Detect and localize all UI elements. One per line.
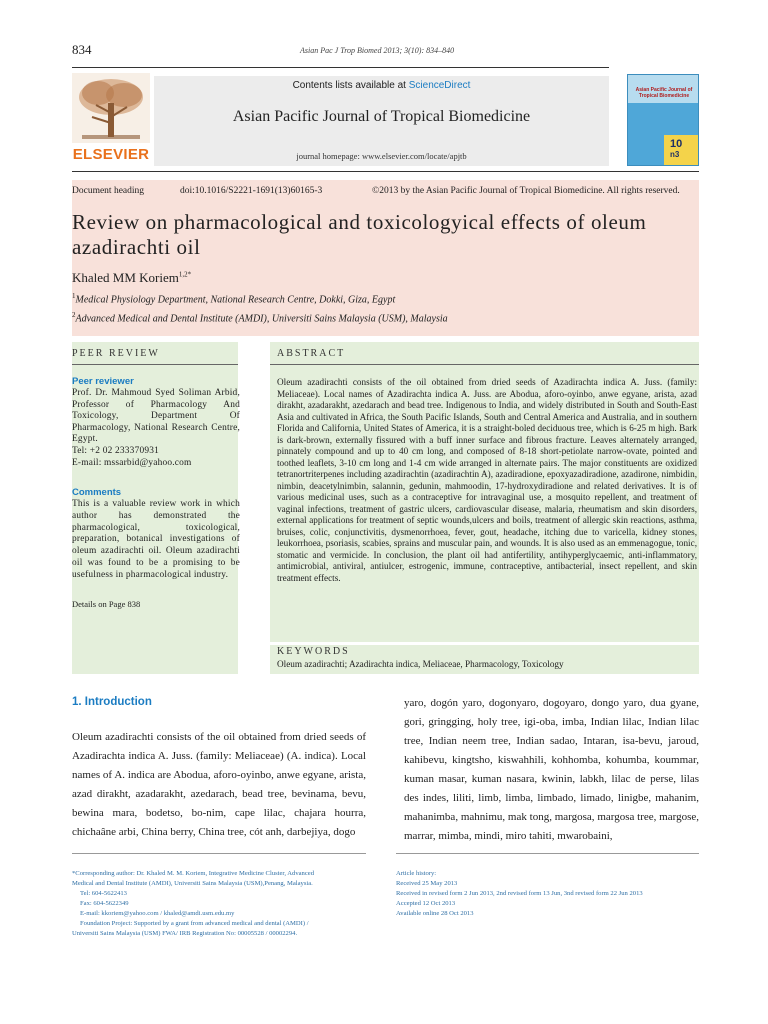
history-line: Accepted 12 Oct 2013	[396, 900, 456, 907]
history-line: Received 25 May 2013	[396, 880, 458, 887]
abstract-heading: ABSTRACT	[277, 348, 346, 359]
comments-text: This is a valuable review work in which author has demonstrated the pharmacological, toxicological, preparation, botanical investigations of oleum azadirachti oil. Oleum azadirachti oil was found to be a promising to be usefulness in pharmacological industry.	[72, 499, 240, 580]
footnote-line: Foundation Project: Supported by a grant from advanced medical and dental (AMDI) /	[80, 920, 309, 927]
journal-homepage[interactable]: journal homepage: www.elsevier.com/locate/apjtb	[296, 151, 467, 161]
abstract-rule	[270, 364, 699, 365]
journal-title: Asian Pacific Journal of Tropical Biomedicine	[232, 108, 531, 125]
affiliation-2: $^2$Advanced Medical and Dental Institute (AMDI), Universiti Sains Malaysia (USM), Malaysia	[72, 311, 448, 325]
body-column-2: yaro, dogón yaro, dogonyaro, dogoyaro, dongo yaro, dua gyane, gori, gringging, holy tree, igi-oba, imba, Indian lilac, Indian lilac tree, Indian neem tree, Indian sadao, Intaran, isa-bevu, jaroud, kahibevu, kingtsho, kiswahhili, kohhomba, kohumba, koummar, kuman masar, kuman nasara, kwinin, labkh, lilac de perse, lilas des indes, liliti, limb, limba, limbado, limado, linigbe, mahanim, mahanimba, mahnimu, mak tong, margosa, margosa tree, margose, marrar, mimba, mindi, miro tahiti, mwarobaini,	[404, 697, 699, 842]
footnote-line[interactable]: E-mail: kkoriem@yahoo.com / khaled@amdi.usm.edu.my	[80, 910, 235, 917]
contents-line	[154, 80, 609, 91]
history-line: Available online 28 Oct 2013	[396, 910, 474, 917]
running-head: Asian Pac J Trop Biomed 2013; 3(10): 834–840	[300, 46, 455, 55]
page-number: 834	[72, 42, 92, 57]
elsevier-wordmark: ELSEVIER	[72, 146, 150, 163]
doi[interactable]: doi:10.1016/S2221-1691(13)60165-3	[180, 186, 323, 196]
reviewer-tel: Tel: +2 02 233370931	[72, 445, 160, 456]
keywords: Oleum azadirachti; Azadirachta indica, Meliaceae, Pharmacology, Toxicology	[277, 659, 564, 669]
footnote-line: Universiti Sains Malaysia (USM) FWA/ IRB Registration No: 00005528 / 00002294.	[72, 930, 298, 937]
history-rule	[396, 853, 699, 854]
footnote-line: *Corresponding author: Dr. Khaled M. M. Koriem, Integrative Medicine Cluster, Advanced	[72, 870, 315, 877]
history-line: Received in revised form 2 Jun 2013, 2nd revised form 13 Jun, 3nd revised form 22 Jun 2013	[396, 890, 643, 897]
cover-title: Asian Pacific Journal of Tropical Biomedicine	[635, 87, 693, 99]
keywords-heading: KEYWORDS	[277, 646, 350, 657]
contents-prefix: Contents lists available at	[292, 80, 409, 91]
author: Khaled MM Koriem$^{1,2*}$	[72, 270, 192, 285]
copyright: ©2013 by the Asian Pacific Journal of Tropical Biomedicine. All rights reserved.	[372, 186, 680, 196]
introduction-heading: 1. Introduction	[72, 696, 152, 708]
cover-number: 10 n3	[670, 138, 683, 159]
peer-review-rule	[72, 364, 238, 365]
peer-reviewer-label: Peer reviewer	[72, 376, 134, 387]
body-column-1: Oleum azadirachti consists of the oil obtained from dried seeds of Azadirachta indica A. Juss. (family: Meliaceae) (A. indica). Local names of A. indica are Abodua, aforo-oyinbo, anwe egyane, arista, azad dirakht, azadarakht, azedarach, bead tree, bevinama, bevu, bewina mara, bodetso, bo-nim, cape lilac, chajara hourra, chichaâne arbi, China berry, China tree, cót anh, darbejiya, dogo	[72, 731, 366, 838]
affiliation-1: $^1$Medical Physiology Department, National Research Centre, Dokki, Giza, Egypt	[72, 292, 396, 306]
corresponding-author-footnote	[72, 869, 372, 939]
top-rule	[72, 67, 609, 68]
footnote-line: Tel: 604-5622413	[80, 890, 127, 897]
article-history	[396, 869, 699, 919]
sciencedirect-link[interactable]: ScienceDirect	[408, 80, 471, 91]
footnote-line: Fax: 604-5622349	[80, 900, 129, 907]
footnote-line: Medical and Dental Institute (AMDI), Universiti Sains Malaysia (USM),Penang, Malaysia.	[72, 880, 313, 887]
banner-rule	[72, 171, 699, 172]
comments-label: Comments	[72, 487, 122, 498]
article-title: Review on pharmacological and toxicologyical effects of oleum azadirachti oil	[72, 210, 647, 259]
abstract-text: Oleum azadirachti consists of the oil obtained from dried seeds of Azadirachta indica A. Juss. (family: Meliaceae). Local names of Azadirachta indica A. Juss. are Abodua, aforo-oyinbo, anwe egyane, arista, azad dirakht, azadarakht, azedarach and bead tree. Indigenous to India, and widely distributed in South and South-East Asia and cultivated in Africa, the South Pacific Islands, South and Central America and Australia, and in southern Florida and California, United States of America, it is a straight-boled deciduous tree, which is 6-25 m high. Bark is dark-brown, externally fissured with a buff inner surface and fibrous fracture. Leaves alternately arranged, pinnately compound and up to 40 cm long, and composed of 8-18 short-petiolate narrow-ovate, pointed and toothed leaflets, 3-10 cm long and 1-4 cm wide arranged in alternate pairs. The major constituents are oxidized tetranortriterpenes including azadirachtin (azadirachtin A), azadiradione, epoxyazadiradione, azadirone, nimbidin, nimbin, deacetylnimbin, salannin, gedunin, mahmoodin, 17-hydroxydiradione and related derivatives. It is of various medicinal uses, such as a contraceptive for intravaginal use, a mosquito repellent, and treatment of vaginal infections, treatment of gastric ulcers, cardiovascular disease, malaria, rheumatism and skin disorders, external applications for treatment of septic wounds,ulcers and boils, treatment of allergic skin reactions, asthma, bruises, colic, conjunctivitis, dysmenorrhoea, fever, gout, headache, itching due to varicella, kidney stones, leukorrhoea, psoriasis, scabies, sprains and muscular pain, and wounds. It is also used as an emmenagogue, tonic, stomatic and vermicide. In conclusion, the plant oil had antifertility, antihyperglycaemic, anti-inflammatory, antimicrobial, antiviral, antiulcer, estrogenic, immune, contraceptive, antibacterial, insect repellent, and skin treatment effects.	[277, 377, 697, 583]
peer-reviewer-text: Prof. Dr. Mahmoud Syed Soliman Arbid, Professor of Pharmacology And Toxicology, Department Of Pharmacology, National Research Centre, Egypt. Tel: +2 02 233370931 E-mail: mssarbid@yahoo.com	[72, 388, 240, 468]
footnote-rule	[72, 853, 366, 854]
details-page-link[interactable]: Details on Page 838	[72, 599, 141, 609]
reviewer-email: E-mail: mssarbid@yahoo.com	[72, 457, 192, 468]
history-line: Article history:	[396, 870, 437, 877]
journal-cover-thumbnail	[627, 74, 699, 166]
document-heading: Document heading	[72, 186, 145, 196]
peer-review-heading: PEER REVIEW	[72, 348, 160, 359]
